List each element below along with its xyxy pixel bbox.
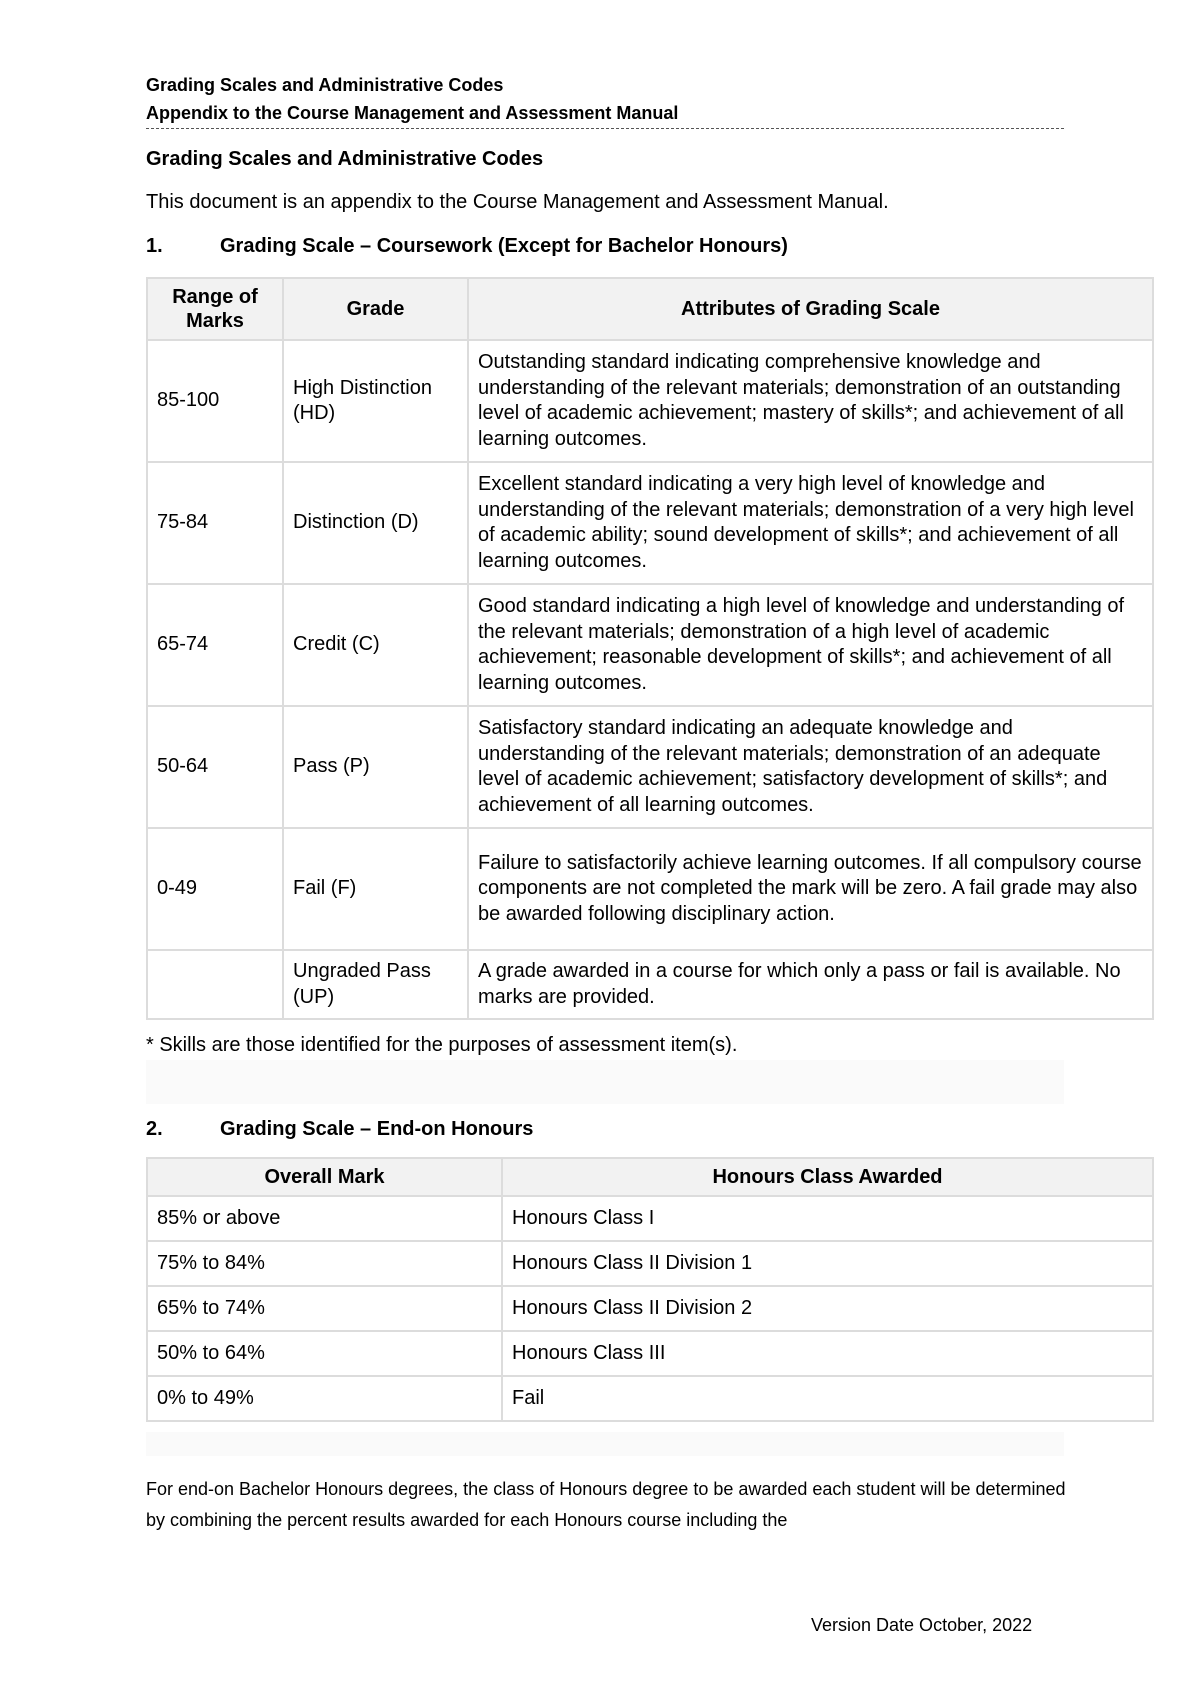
table-header-row [147, 1158, 1153, 1196]
mark-cell: 65% to 74% [147, 1286, 502, 1331]
honours-paragraph: For end-on Bachelor Honours degrees, the class of Honours degree to be awarded each student will be determined by combining the percent results awarded for each Honours course including the [146, 1479, 1066, 1530]
mark-cell: 75% to 84% [147, 1241, 502, 1286]
range-cell: 50-64 [147, 706, 283, 828]
document-title: Grading Scales and Administrative Codes [146, 148, 544, 170]
section-number: 2. [146, 1118, 163, 1140]
coursework-grading-table [146, 277, 1154, 1020]
attributes-cell: A grade awarded in a course for which only a pass or fail is available. No marks are provided. [468, 950, 1153, 1019]
table-header-row [147, 278, 1153, 340]
column-header: Range of Marks [147, 278, 283, 340]
section-title: Grading Scale – End-on Honours [220, 1118, 534, 1140]
section-1-heading [146, 235, 788, 258]
mark-cell: 50% to 64% [147, 1331, 502, 1376]
table-row [147, 584, 1153, 706]
class-cell: Honours Class III [502, 1331, 1153, 1376]
attributes-cell: Failure to satisfactorily achieve learning outcomes. If all compulsory course components are not completed the mark will be zero. A fail grade may also be awarded following disciplinary action. [468, 828, 1153, 950]
section-2-heading [146, 1118, 533, 1141]
range-cell: 85-100 [147, 340, 283, 462]
mark-cell: 85% or above [147, 1196, 502, 1241]
grade-cell: Fail (F) [283, 828, 468, 950]
grade-cell: Credit (C) [283, 584, 468, 706]
table-row [147, 1286, 1153, 1331]
grade-cell: Distinction (D) [283, 462, 468, 584]
table-row [147, 462, 1153, 584]
class-cell: Fail [502, 1376, 1153, 1421]
class-cell: Honours Class II Division 1 [502, 1241, 1153, 1286]
column-header: Overall Mark [147, 1158, 502, 1196]
attributes-cell: Excellent standard indicating a very high level of knowledge and understanding of the relevant materials; demonstration of a very high level of academic ability; sound development of skills*; and achievement of all learning outcomes. [468, 462, 1153, 584]
table-row [147, 340, 1153, 462]
attributes-cell: Good standard indicating a high level of knowledge and understanding of the relevant materials; demonstration of a high level of academic achievement; reasonable development of skills*; and achievement of all learning outcomes. [468, 584, 1153, 706]
table-footnote: * Skills are those identified for the purposes of assessment item(s). [146, 1034, 738, 1056]
range-cell: 75-84 [147, 462, 283, 584]
column-header: Honours Class Awarded [502, 1158, 1153, 1196]
range-cell: 0-49 [147, 828, 283, 950]
grade-cell: Pass (P) [283, 706, 468, 828]
running-header-title: Grading Scales and Administrative Codes [146, 75, 504, 95]
grade-cell: Ungraded Pass (UP) [283, 950, 468, 1019]
range-cell: 65-74 [147, 584, 283, 706]
mark-cell: 0% to 49% [147, 1376, 502, 1421]
table-row [147, 828, 1153, 950]
grade-cell: High Distinction (HD) [283, 340, 468, 462]
header-divider [146, 128, 1064, 129]
section-title: Grading Scale – Coursework (Except for Bachelor Honours) [220, 235, 788, 257]
attributes-cell: Outstanding standard indicating comprehensive knowledge and understanding of the relevant materials; demonstration of an outstanding level of academic achievement; mastery of skills*; and achievement of all learning outcomes. [468, 340, 1153, 462]
running-header-subtitle: Appendix to the Course Management and Assessment Manual [146, 103, 679, 123]
table-row [147, 706, 1153, 828]
column-header: Grade [283, 278, 468, 340]
blank-shaded-area [146, 1060, 1064, 1104]
section-number: 1. [146, 235, 163, 257]
class-cell: Honours Class II Division 2 [502, 1286, 1153, 1331]
class-cell: Honours Class I [502, 1196, 1153, 1241]
table-row [147, 1241, 1153, 1286]
attributes-cell: Satisfactory standard indicating an adequate knowledge and understanding of the relevant materials; demonstration of an adequate level of academic achievement; satisfactory development of skills*; and achievement of all learning outcomes. [468, 706, 1153, 828]
table-row [147, 1376, 1153, 1421]
column-header: Attributes of Grading Scale [468, 278, 1153, 340]
table-row [147, 950, 1153, 1019]
blank-shaded-area [146, 1432, 1064, 1456]
table-row [147, 1331, 1153, 1376]
table-row [147, 1196, 1153, 1241]
range-cell [147, 950, 283, 1019]
intro-text: This document is an appendix to the Course Management and Assessment Manual. [146, 191, 889, 213]
honours-grading-table [146, 1157, 1154, 1422]
version-date: Version Date October, 2022 [811, 1615, 1033, 1635]
